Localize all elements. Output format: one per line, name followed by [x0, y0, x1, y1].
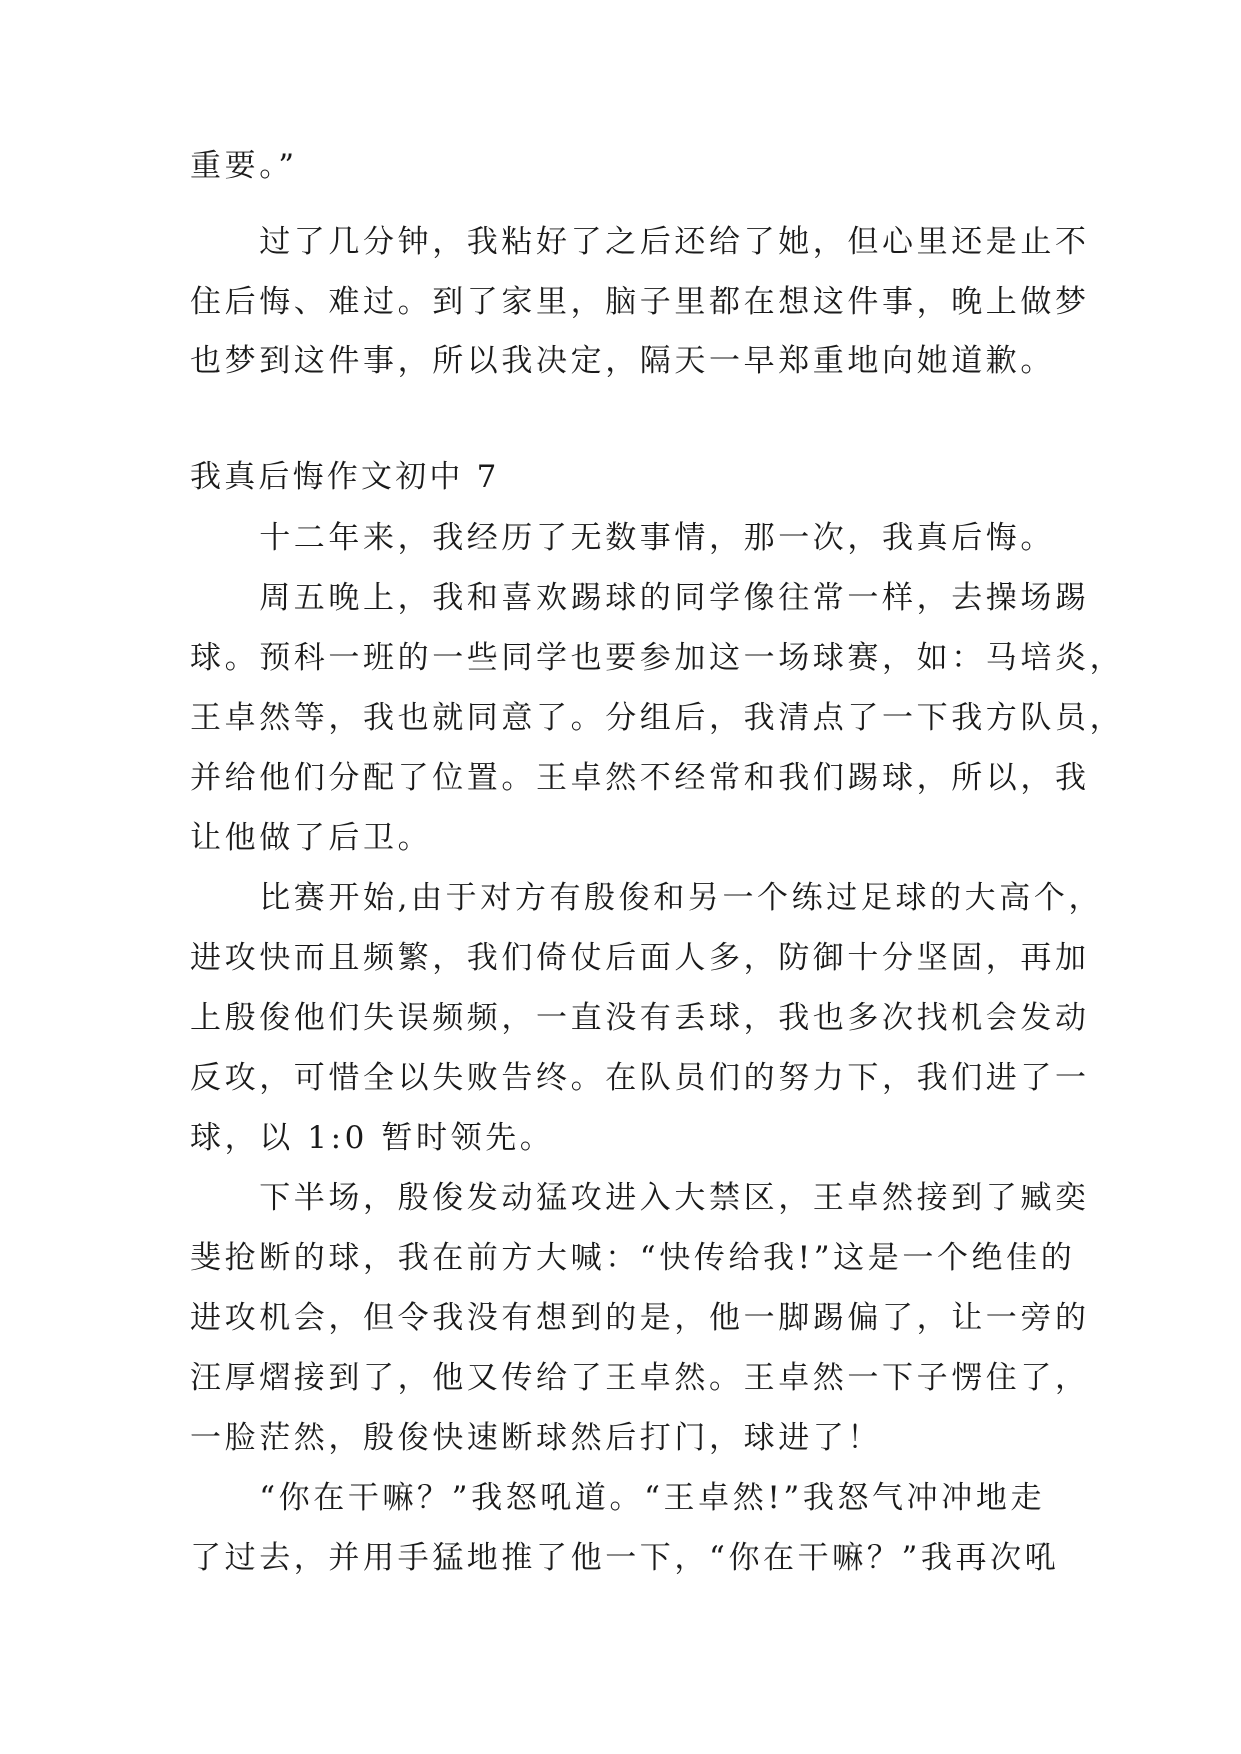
section-heading: 我真后悔作文初中 7	[190, 459, 500, 495]
paragraph-line: 王卓然等，我也就同意了。分组后，我清点了一下我方队员，	[190, 700, 1125, 736]
paragraph-line: 进攻快而且频繁，我们倚仗后面人多，防御十分坚固，再加	[190, 940, 1090, 976]
paragraph-line: 让他做了后卫。	[190, 820, 433, 856]
paragraph-line: 球。预科一班的一些同学也要参加这一场球赛，如：马培炎，	[190, 640, 1125, 676]
paragraph-line: 上殷俊他们失误频频，一直没有丢球，我也多次找机会发动	[190, 1000, 1090, 1036]
paragraph-line: 比赛开始,由于对方有殷俊和另一个练过足球的大高个，	[190, 880, 1104, 916]
paragraph-line: 住后悔、难过。到了家里，脑子里都在想这件事，晚上做梦	[190, 284, 1090, 320]
paragraph-line: 反攻，可惜全以失败告终。在队员们的努力下，我们进了一	[190, 1060, 1090, 1096]
text-line: 重要。”	[190, 148, 298, 184]
paragraph-line: 周五晚上，我和喜欢踢球的同学像往常一样，去操场踢	[190, 580, 1090, 616]
paragraph-line: 过了几分钟，我粘好了之后还给了她，但心里还是止不	[190, 224, 1090, 260]
paragraph-line: 斐抢断的球，我在前方大喊：“快传给我!”这是一个绝佳的	[190, 1240, 1076, 1276]
paragraph-line: 下半场，殷俊发动猛攻进入大禁区，王卓然接到了臧奕	[190, 1180, 1090, 1216]
paragraph-line: 并给他们分配了位置。王卓然不经常和我们踢球，所以，我	[190, 760, 1090, 796]
paragraph-line: 球，以 1:0 暂时领先。	[190, 1120, 555, 1156]
paragraph-line: 一脸茫然，殷俊快速断球然后打门，球进了！	[190, 1420, 882, 1456]
paragraph-line: 十二年来，我经历了无数事情，那一次，我真后悔。	[190, 520, 1055, 556]
paragraph-line: 了过去，并用手猛地推了他一下，“你在干嘛？”我再次吼	[190, 1540, 1060, 1576]
paragraph-line: “你在干嘛？”我怒吼道。“王卓然!”我怒气冲冲地走	[190, 1480, 1046, 1516]
document-page	[190, 0, 1125, 1754]
paragraph-line: 进攻机会，但令我没有想到的是，他一脚踢偏了，让一旁的	[190, 1300, 1090, 1336]
paragraph-line: 也梦到这件事，所以我决定，隔天一早郑重地向她道歉。	[190, 343, 1055, 379]
paragraph-line: 汪厚熠接到了，他又传给了王卓然。王卓然一下子愣住了，	[190, 1360, 1090, 1396]
